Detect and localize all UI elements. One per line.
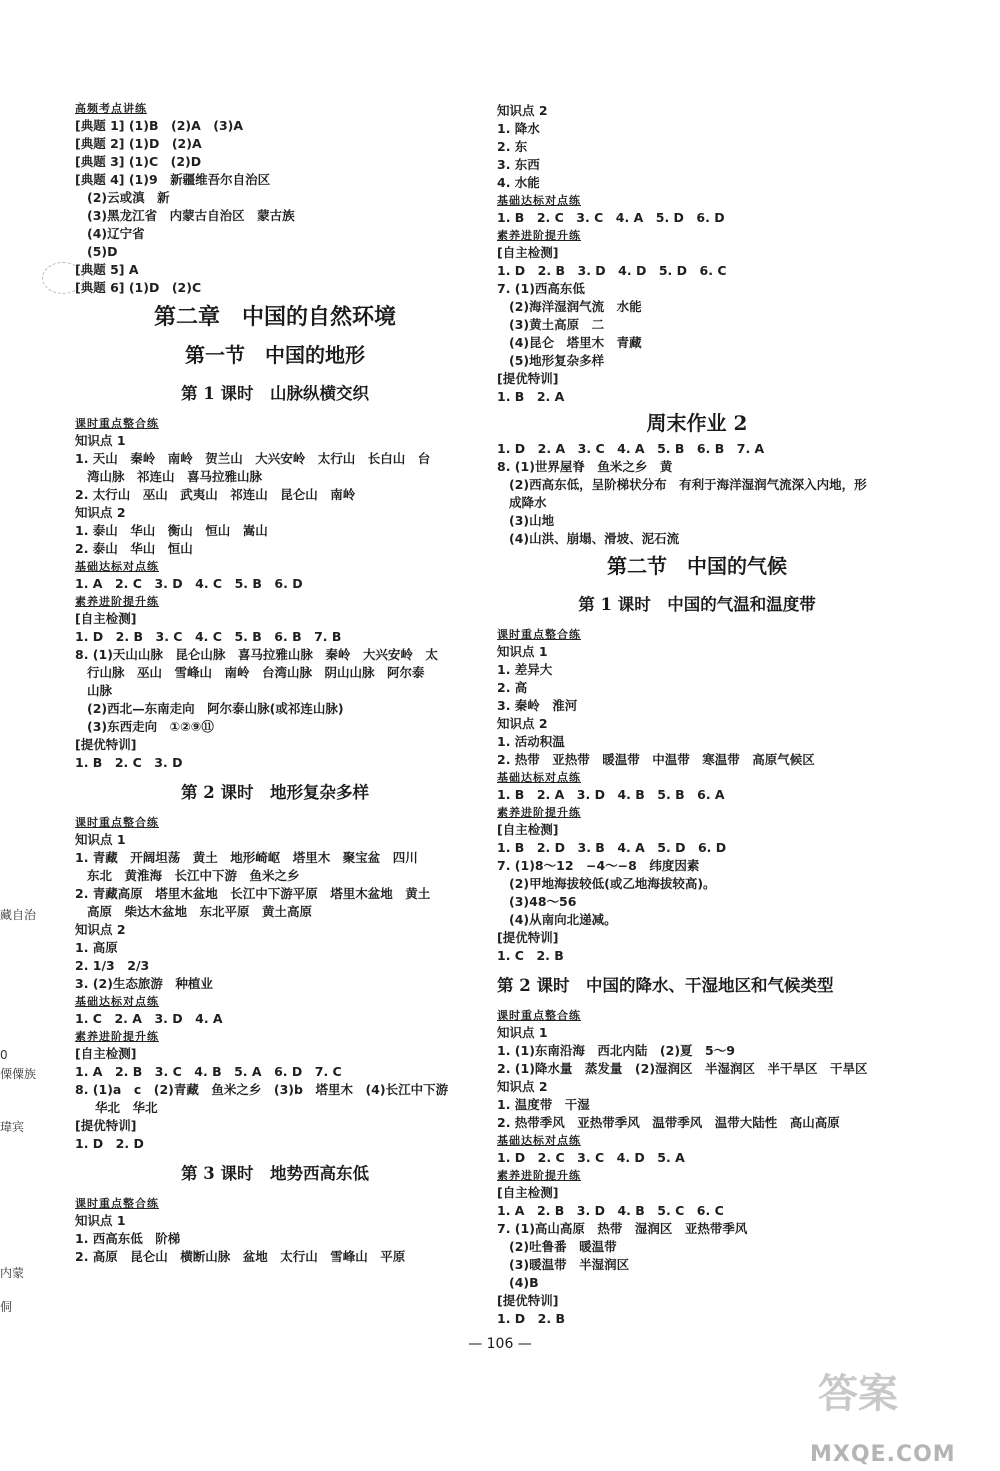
answer-line: 8. (1)世界屋脊 鱼米之乡 黄 [497, 459, 673, 474]
answer-line: [自主检测] [497, 1185, 559, 1200]
answer-line: 3. (2)生态旅游 种植业 [75, 976, 213, 991]
answer-line: 知识点 1 [75, 832, 126, 847]
section-subheading: 素养进阶提升练 [497, 806, 581, 819]
section-subheading: 高频考点讲练 [75, 102, 147, 115]
watermark-site: MXQE.COM [810, 1442, 956, 1467]
answer-line: 1. 活动积温 [497, 734, 565, 749]
right-column [497, 102, 897, 1328]
answer-line: 1. B 2. D 3. B 4. A 5. D 6. D [497, 840, 727, 855]
answer-line-indented: 东北 黄淮海 长江中下游 鱼米之乡 [87, 868, 300, 883]
answer-line: 1. D 2. C 3. C 4. D 5. A [497, 1150, 685, 1165]
section-title: 第一节 中国的地形 [185, 343, 365, 367]
answer-line-indented: (4)昆仑 塔里木 青藏 [509, 335, 642, 350]
answer-line-indented: (3)东西走向 ①②⑨⑪ [87, 719, 214, 734]
answer-line: 2. 高原 昆仑山 横断山脉 盆地 太行山 雪峰山 平原 [75, 1249, 406, 1264]
answer-line: 1. A 2. B 3. D 4. B 5. C 6. C [497, 1203, 724, 1218]
answer-line: 1. D 2. B [497, 1311, 565, 1326]
answer-line: 8. (1)a c (2)青藏 鱼米之乡 (3)b 塔里木 (4)长江中下游 [75, 1082, 449, 1097]
watermark-logo [808, 1352, 993, 1467]
section-subheading: 基础达标对点练 [497, 194, 581, 207]
answer-line: [提优特训] [75, 1118, 137, 1133]
section-subheading: 素养进阶提升练 [75, 1030, 159, 1043]
answer-line: 1. A 2. C 3. D 4. C 5. B 6. D [75, 576, 303, 591]
answer-line: 1. C 2. A 3. D 4. A [75, 1011, 223, 1026]
answer-line: [典题 4] (1)9 新疆维吾尔自治区 [75, 172, 271, 187]
chapter-title: 第二章 中国的自然环境 [153, 304, 396, 330]
watermark-glyphs: 答案 [818, 1371, 898, 1417]
answer-line: 2. 太行山 巫山 武夷山 祁连山 昆仑山 南岭 [75, 487, 356, 502]
answer-line: 2. 青藏高原 塔里木盆地 长江中下游平原 塔里木盆地 黄土 [75, 886, 431, 901]
edge-fragment: 傈僳族 [0, 1067, 37, 1081]
section-subheading: 基础达标对点练 [75, 995, 159, 1008]
answer-line: [典题 5] A [75, 262, 139, 277]
answer-line: 1. 天山 秦岭 南岭 贺兰山 大兴安岭 太行山 长白山 台 [75, 451, 431, 466]
section-subheading: 课时重点整合练 [497, 628, 581, 641]
answer-line: 知识点 2 [497, 1079, 548, 1094]
answer-line: 1. 青藏 开阔坦荡 黄土 地形崎岖 塔里木 聚宝盆 四川 [75, 850, 418, 865]
answer-line: 1. (1)东南沿海 西北内陆 (2)夏 5～9 [497, 1043, 735, 1058]
answer-line: [典题 2] (1)D (2)A [75, 136, 202, 151]
lesson-title: 第 2 课时 中国的降水、干湿地区和气候类型 [497, 976, 834, 995]
answer-line: 知识点 2 [497, 716, 548, 731]
answer-line-indented: 成降水 [509, 495, 547, 510]
answer-line-indented: (2)云或滇 新 [87, 190, 170, 205]
answer-line: 1. D 2. B 3. C 4. C 5. B 6. B 7. B [75, 629, 342, 644]
answer-line: 2. 高 [497, 680, 528, 695]
section-subheading: 基础达标对点练 [497, 1134, 581, 1147]
answer-line-indented: (2)吐鲁番 暖温带 [509, 1239, 617, 1254]
section-subheading: 课时重点整合练 [497, 1009, 581, 1022]
answer-line: 1. 降水 [497, 121, 540, 136]
answer-line: 1. B 2. C 3. D [75, 755, 183, 770]
answer-line-indented: (3)山地 [509, 513, 555, 528]
answer-line: 知识点 1 [75, 1213, 126, 1228]
edge-fragment: 内蒙 [0, 1266, 25, 1280]
answer-line: 1. 高原 [75, 940, 118, 955]
answer-line: 1. D 2. B 3. D 4. D 5. D 6. C [497, 263, 727, 278]
answer-line-indented: 山脉 [87, 683, 113, 698]
answer-line: [自主检测] [497, 245, 559, 260]
answer-line-indented: (2)甲地海拔较低(或乙地海拔较高)。 [509, 876, 716, 891]
lesson-title: 第 3 课时 地势西高东低 [181, 1164, 369, 1183]
answer-line-indented: (2)海洋湿润气流 水能 [509, 299, 642, 314]
section-subheading: 素养进阶提升练 [497, 1169, 581, 1182]
answer-line-indented: 华北 华北 [95, 1100, 158, 1115]
answer-line-indented: (3)黑龙江省 内蒙古自治区 蒙古族 [87, 208, 295, 223]
answer-line-indented: 湾山脉 祁连山 喜马拉雅山脉 [87, 469, 263, 484]
lesson-title: 第 1 课时 中国的气温和温度带 [578, 595, 816, 614]
answer-line: [典题 1] (1)B (2)A (3)A [75, 118, 244, 133]
answer-line: [提优特训] [497, 1293, 559, 1308]
answer-line-indented: (4)辽宁省 [87, 226, 145, 241]
section-title: 第二节 中国的气候 [607, 554, 787, 578]
answer-line: 1. 差异大 [497, 662, 553, 677]
answer-line: 2. 东 [497, 139, 528, 154]
answer-line: 知识点 1 [497, 644, 548, 659]
answer-line-indented: (3)48～56 [509, 894, 577, 909]
weekend-homework-title: 周末作业 2 [646, 411, 748, 435]
answer-line-indented: (3)暖温带 半湿润区 [509, 1257, 630, 1272]
answer-line: 2. 热带季风 亚热带季风 温带季风 温带大陆性 高山高原 [497, 1115, 840, 1130]
section-subheading: 素养进阶提升练 [75, 595, 159, 608]
lesson-title: 第 2 课时 地形复杂多样 [181, 783, 369, 802]
answer-line: 1. D 2. A 3. C 4. A 5. B 6. B 7. A [497, 441, 765, 456]
answer-line: [提优特训] [75, 737, 137, 752]
answer-line: 2. 热带 亚热带 暖温带 中温带 寒温带 高原气候区 [497, 752, 815, 767]
answer-line: 1. C 2. B [497, 948, 564, 963]
edge-fragment: 藏自治 [0, 908, 37, 922]
answer-line: [典题 3] (1)C (2)D [75, 154, 202, 169]
answer-line: 2. (1)降水量 蒸发量 (2)湿润区 半湿润区 半干旱区 干旱区 [497, 1061, 868, 1076]
answer-line: 知识点 2 [75, 505, 126, 520]
answer-line: [提优特训] [497, 371, 559, 386]
answer-line: [自主检测] [497, 822, 559, 837]
answer-line-indented: (5)D [87, 244, 118, 259]
answer-line: [典题 6] (1)D (2)C [75, 280, 202, 295]
answer-line-indented: (2)西北—东南走向 阿尔泰山脉(或祁连山脉) [87, 701, 344, 716]
answer-line: 1. A 2. B 3. C 4. B 5. A 6. D 7. C [75, 1064, 342, 1079]
section-subheading: 基础达标对点练 [497, 771, 581, 784]
answer-line-indented: (4)从南向北递减。 [509, 912, 617, 927]
answer-line: 知识点 2 [497, 103, 548, 118]
answer-line: 知识点 1 [497, 1025, 548, 1040]
answer-line: 7. (1)西高东低 [497, 281, 585, 296]
answer-line-indented: (4)山洪、崩塌、滑坡、泥石流 [509, 531, 680, 546]
answer-line: 1. B 2. A [497, 389, 565, 404]
answer-line: [提优特训] [497, 930, 559, 945]
answer-line-indented: (4)B [509, 1275, 539, 1290]
answer-line-indented: (3)黄土高原 二 [509, 317, 605, 332]
answer-line: 知识点 1 [75, 433, 126, 448]
edge-fragment: 瑋宾 [0, 1120, 25, 1134]
answer-line: 1. 泰山 华山 衡山 恒山 嵩山 [75, 523, 268, 538]
answer-line: 2. 泰山 华山 恒山 [75, 541, 193, 556]
answer-line: 4. 水能 [497, 175, 540, 190]
answer-line: 8. (1)天山山脉 昆仑山脉 喜马拉雅山脉 秦岭 大兴安岭 太 [75, 647, 438, 662]
answer-line: 知识点 2 [75, 922, 126, 937]
answer-line-indented: (2)西高东低，呈阶梯状分布 有利于海洋湿润气流深入内地，形 [509, 477, 867, 492]
answer-line: 3. 东西 [497, 157, 540, 172]
answer-line: 1. 西高东低 阶梯 [75, 1231, 181, 1246]
section-subheading: 课时重点整合练 [75, 417, 159, 430]
section-subheading: 素养进阶提升练 [497, 229, 581, 242]
answer-line: 1. D 2. D [75, 1136, 144, 1151]
section-subheading: 基础达标对点练 [75, 560, 159, 573]
edge-fragment: 0 [0, 1048, 8, 1062]
answer-line: 1. B 2. C 3. C 4. A 5. D 6. D [497, 210, 725, 225]
answer-line-indented: 行山脉 巫山 雪峰山 南岭 台湾山脉 阴山山脉 阿尔泰 [87, 665, 425, 680]
answer-line-indented: (5)地形复杂多样 [509, 353, 605, 368]
section-subheading: 课时重点整合练 [75, 816, 159, 829]
answer-line: 7. (1)8～12 −4～−8 纬度因素 [497, 858, 700, 873]
answer-line-indented: 高原 柴达木盆地 东北平原 黄土高原 [87, 904, 313, 919]
section-subheading: 课时重点整合练 [75, 1197, 159, 1210]
edge-fragment: 侗 [0, 1300, 13, 1314]
answer-line: 3. 秦岭 淮河 [497, 698, 578, 713]
answer-line: [自主检测] [75, 611, 137, 626]
answer-line: 1. B 2. A 3. D 4. B 5. B 6. A [497, 787, 725, 802]
lesson-title: 第 1 课时 山脉纵横交织 [181, 384, 369, 403]
answer-line: 2. 1/3 2/3 [75, 958, 150, 973]
answer-line: [自主检测] [75, 1046, 137, 1061]
page-number: — 106 — [468, 1336, 532, 1352]
answer-line: 7. (1)高山高原 热带 湿润区 亚热带季风 [497, 1221, 748, 1236]
left-column [75, 100, 475, 1266]
answer-line: 1. 温度带 干湿 [497, 1097, 590, 1112]
